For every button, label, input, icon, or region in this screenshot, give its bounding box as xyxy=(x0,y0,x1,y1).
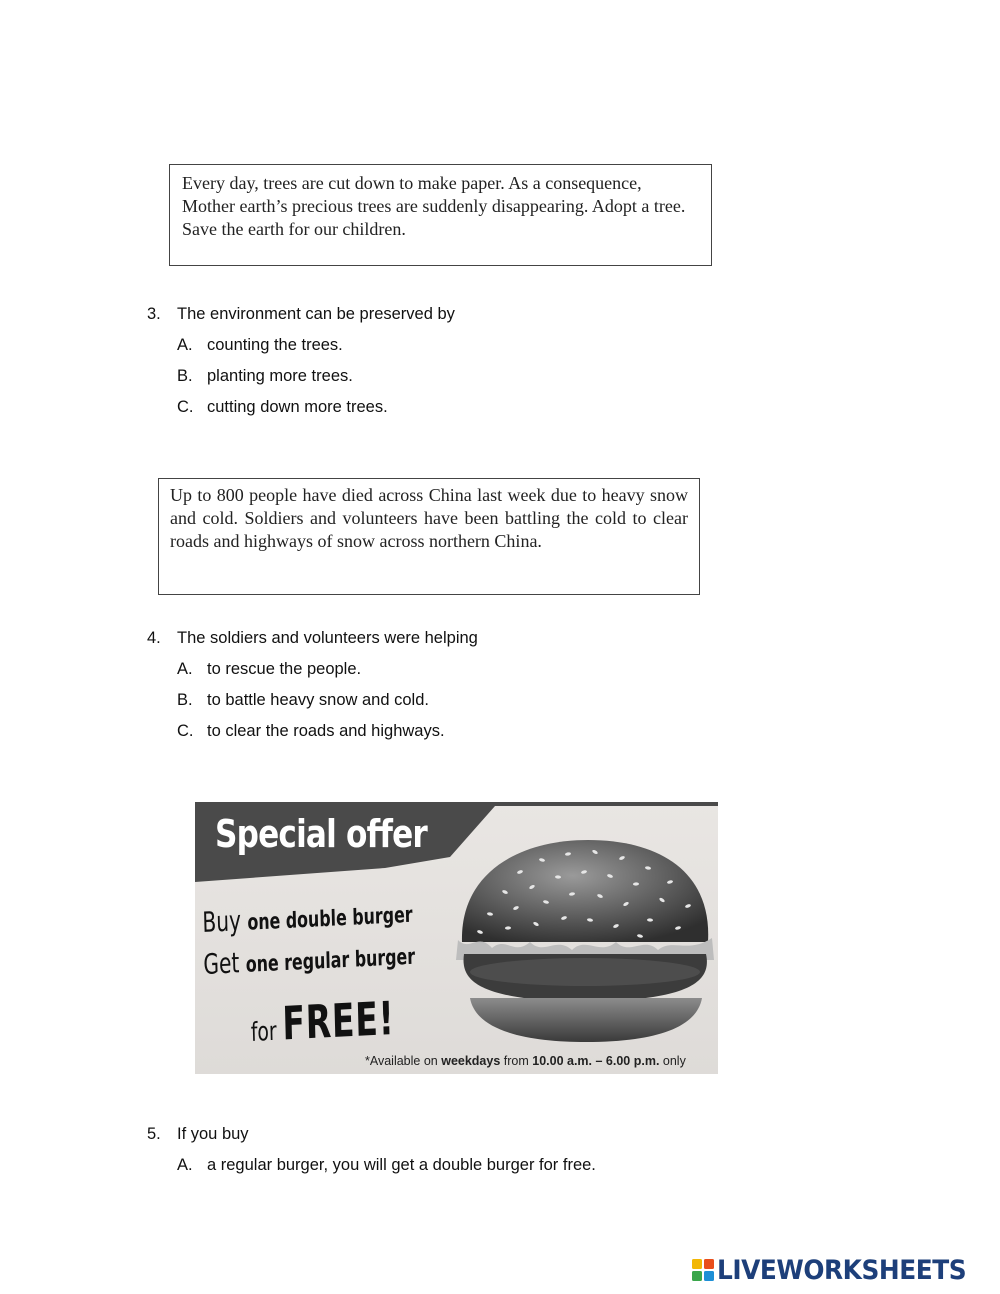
question-stem: The soldiers and volunteers were helping xyxy=(177,629,478,647)
ad-get-word: Get xyxy=(203,946,240,981)
note-mid: from xyxy=(500,1054,533,1068)
option-letter: C. xyxy=(177,398,194,416)
option-text: counting the trees. xyxy=(207,336,343,354)
liveworksheets-logo-icon xyxy=(692,1259,714,1281)
option-letter: B. xyxy=(177,691,193,709)
ad-free-word: FREE! xyxy=(281,991,396,1051)
option-text: to clear the roads and highways. xyxy=(207,722,445,740)
option-letter: A. xyxy=(177,336,193,354)
option-letter: B. xyxy=(177,367,193,385)
ad-for-word: for xyxy=(250,1016,277,1048)
passage-china-snow: Up to 800 people have died across China last week due to heavy snow and cold. Soldiers and volunteers have been battling the cold to clear roads and highways of snow across northern China. xyxy=(158,478,700,595)
option-text: a regular burger, you will get a double burger for free. xyxy=(207,1156,596,1174)
logo-wordmark: LIVEWORKSHEETS xyxy=(717,1255,967,1286)
ad-get-rest: one regular burger xyxy=(245,944,416,978)
note-suffix: only xyxy=(659,1054,686,1068)
option-text: to battle heavy snow and cold. xyxy=(207,691,429,709)
question-number: 4. xyxy=(147,629,161,647)
ad-get-line xyxy=(203,938,415,981)
option-text: to rescue the people. xyxy=(207,660,362,678)
ad-title: Special offer xyxy=(215,812,427,856)
option-letter: C. xyxy=(177,722,194,740)
ad-buy-line xyxy=(202,896,413,939)
ad-buy-rest: one double burger xyxy=(247,902,413,936)
note-prefix: *Available on xyxy=(365,1054,442,1068)
passage-trees: Every day, trees are cut down to make paper. As a consequence, Mother earth’s precious trees are suddenly disappearing. Adopt a tree. Save the earth for our children. xyxy=(169,164,712,266)
question-stem: The environment can be preserved by xyxy=(177,305,455,323)
ad-buy-word: Buy xyxy=(202,904,242,939)
note-days: weekdays xyxy=(441,1054,501,1068)
note-time: 10.00 a.m. – 6.00 p.m. xyxy=(532,1054,660,1068)
liveworksheets-logo xyxy=(692,1255,990,1285)
question-number: 3. xyxy=(147,305,161,323)
option-letter: A. xyxy=(177,660,193,678)
question-stem: If you buy xyxy=(177,1125,249,1143)
burger-advertisement xyxy=(195,802,718,1074)
ad-availability-note xyxy=(365,1054,686,1068)
option-letter: A. xyxy=(177,1156,193,1174)
burger-image xyxy=(450,832,718,1047)
question-number: 5. xyxy=(147,1125,161,1143)
option-text: planting more trees. xyxy=(207,367,353,385)
ad-free-line xyxy=(250,991,395,1052)
option-text: cutting down more trees. xyxy=(207,398,388,416)
